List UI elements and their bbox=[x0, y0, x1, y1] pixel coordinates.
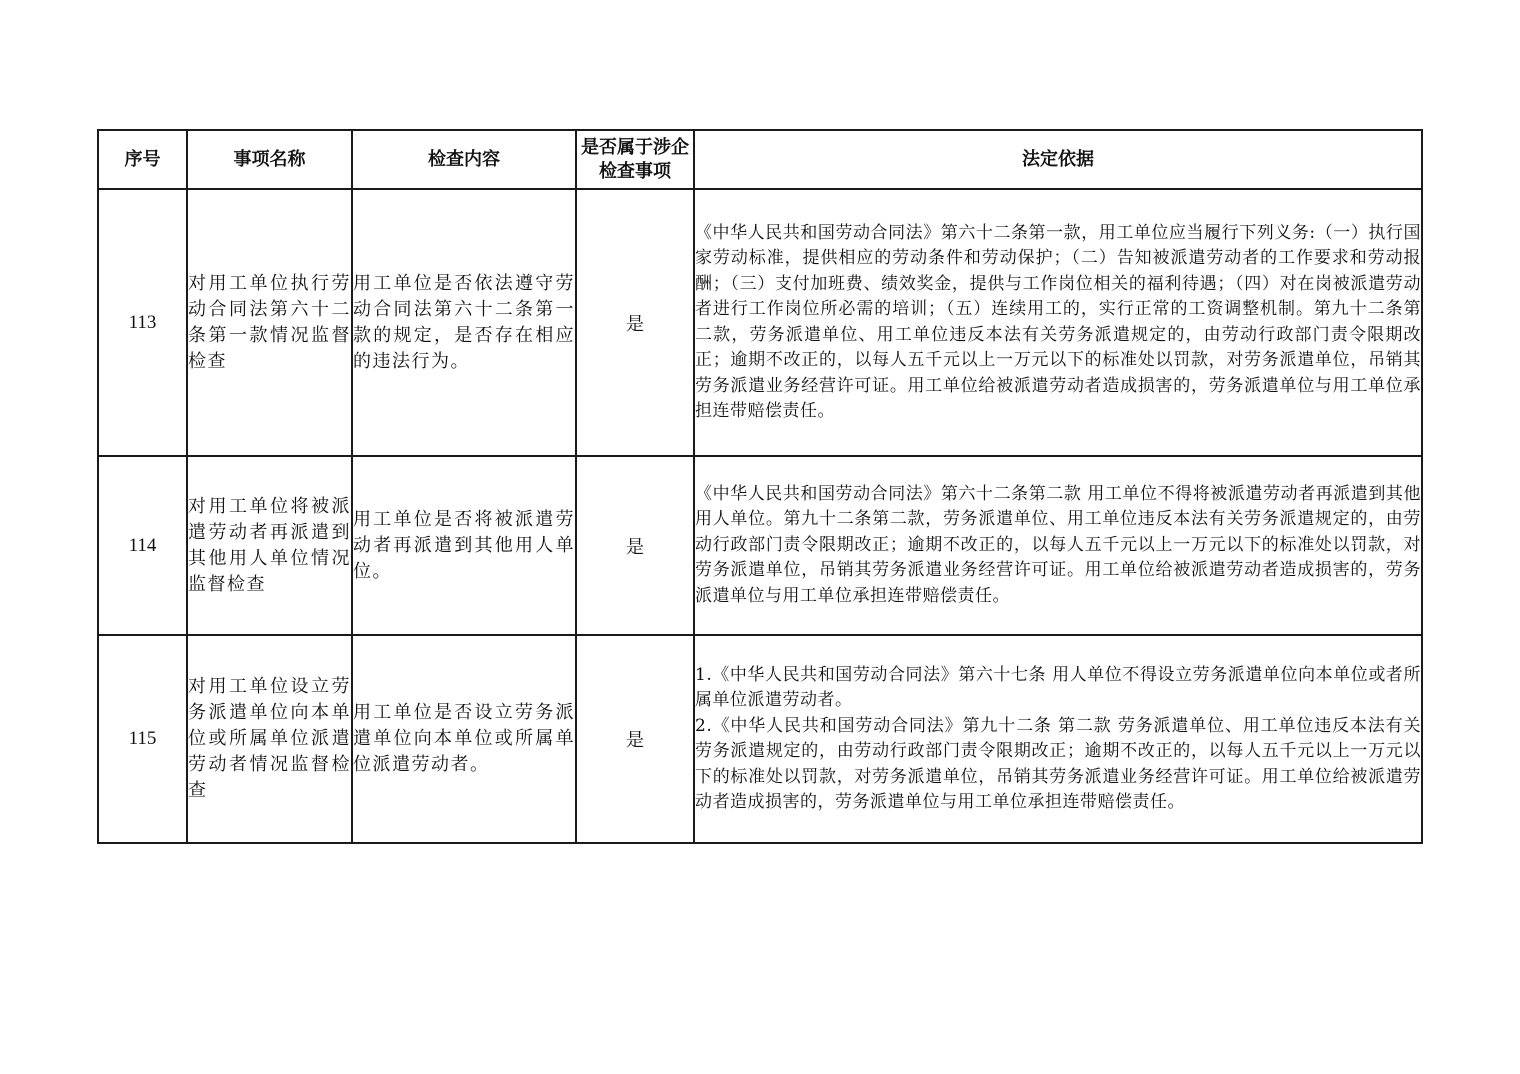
row-enterprise-flag: 是 bbox=[576, 635, 694, 843]
legal-basis-text: 《中华人民共和国劳动合同法》第六十二条第一款，用工单位应当履行下列义务:（一）执行国家劳动标准，提供相应的劳动条件和劳动保护；（二）告知被派遣劳动者的工作要求和劳动报酬；（三）支付加班费、绩效奖金，提供与工作岗位相关的福利待遇；（四）对在岗被派遣劳动者进行工作岗位所必需的培训；（五）连续用工的，实行正常的工资调整机制。第九十二条第二款，劳务派遣单位、用工单位违反本法有关劳务派遣规定的，由劳动行政部门责令限期改正；逾期不改正的，以每人五千元以上一万元以下的标准处以罚款，对劳务派遣单位，吊销其劳务派遣业务经营许可证。用工单位给被派遣劳动者造成损害的，劳务派遣单位与用工单位承担连带赔偿责任。 bbox=[695, 222, 1421, 421]
row-enterprise-flag: 是 bbox=[576, 189, 694, 456]
row-seq: 113 bbox=[98, 189, 187, 456]
row-legal-basis bbox=[694, 456, 1422, 635]
table-header-row bbox=[98, 130, 1422, 189]
row-item-name: 对用工单位执行劳动合同法第六十二条第一款情况监督检查 bbox=[187, 189, 352, 456]
header-legal-basis: 法定依据 bbox=[694, 130, 1422, 189]
table-row bbox=[98, 456, 1422, 635]
table-row bbox=[98, 635, 1422, 843]
row-item-name: 对用工单位设立劳务派遣单位向本单位或所属单位派遣劳动者情况监督检查 bbox=[187, 635, 352, 843]
header-seq: 序号 bbox=[98, 130, 187, 189]
header-check-content: 检查内容 bbox=[352, 130, 576, 189]
row-seq: 114 bbox=[98, 456, 187, 635]
row-enterprise-flag: 是 bbox=[576, 456, 694, 635]
row-check-content: 用工单位是否将被派遣劳动者再派遣到其他用人单位。 bbox=[352, 456, 576, 635]
header-enterprise-related: 是否属于涉企检查事项 bbox=[576, 130, 694, 189]
inspection-items-table bbox=[97, 129, 1423, 844]
row-seq: 115 bbox=[98, 635, 187, 843]
row-check-content: 用工单位是否依法遵守劳动合同法第六十二条第一款的规定，是否存在相应的违法行为。 bbox=[352, 189, 576, 456]
header-item-name: 事项名称 bbox=[187, 130, 352, 189]
row-check-content: 用工单位是否设立劳务派遣单位向本单位或所属单位派遣劳动者。 bbox=[352, 635, 576, 843]
legal-basis-text: 1.《中华人民共和国劳动合同法》第六十七条 用人单位不得设立劳务派遣单位向本单位或者所属单位派遣劳动者。 bbox=[695, 664, 1421, 710]
row-legal-basis bbox=[694, 635, 1422, 843]
table-row bbox=[98, 189, 1422, 456]
legal-basis-text: 《中华人民共和国劳动合同法》第六十二条第二款 用工单位不得将被派遣劳动者再派遣到其他用人单位。第九十二条第二款，劳务派遣单位、用工单位违反本法有关劳务派遣规定的，由劳动行政部门责令限期改正；逾期不改正的，以每人五千元以上一万元以下的标准处以罚款，对劳务派遣单位，吊销其劳务派遣业务经营许可证。用工单位给被派遣劳动者造成损害的，劳务派遣单位与用工单位承担连带赔偿责任。 bbox=[695, 483, 1421, 606]
legal-basis-text: 2.《中华人民共和国劳动合同法》第九十二条 第二款 劳务派遣单位、用工单位违反本法有关劳务派遣规定的，由劳动行政部门责令限期改正；逾期不改正的，以每人五千元以上一万元以下的标准处以罚款，对劳务派遣单位，吊销其劳务派遣业务经营许可证。用工单位给被派遣劳动者造成损害的，劳务派遣单位与用工单位承担连带赔偿责任。 bbox=[695, 715, 1421, 812]
row-legal-basis bbox=[694, 189, 1422, 456]
row-item-name: 对用工单位将被派遣劳动者再派遣到其他用人单位情况监督检查 bbox=[187, 456, 352, 635]
